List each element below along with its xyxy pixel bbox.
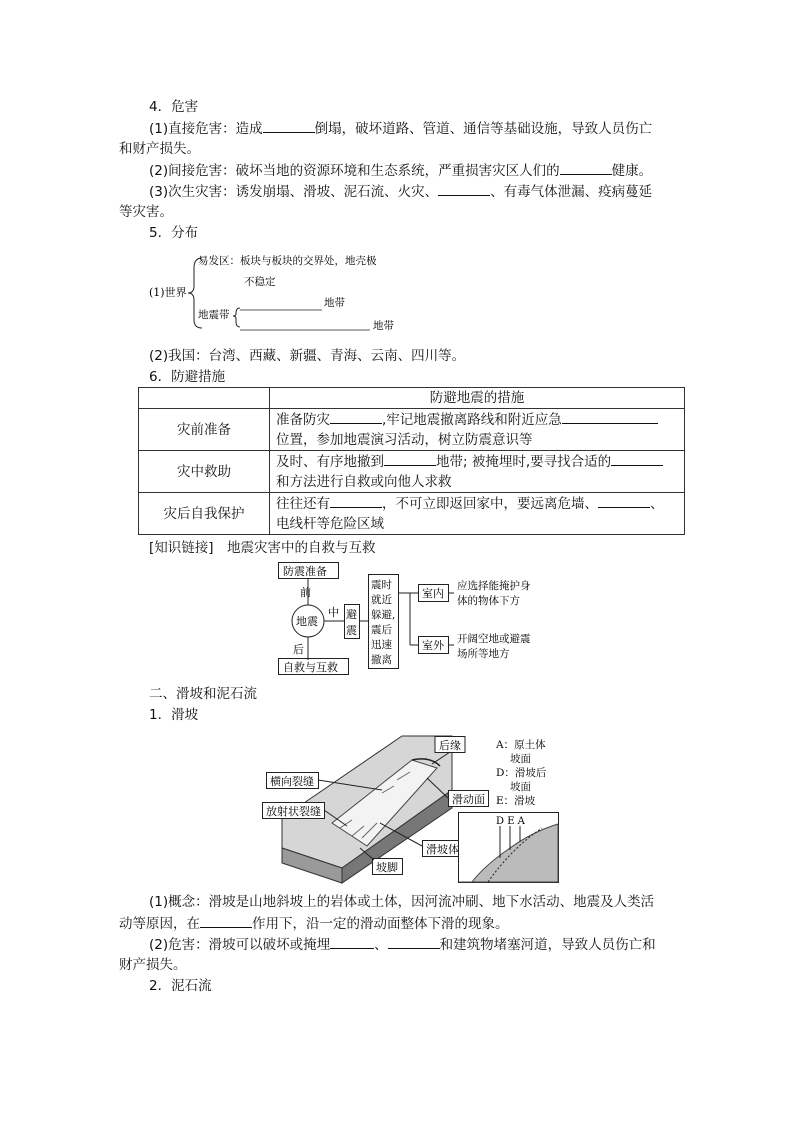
distribution-diagram (140, 248, 420, 338)
table-header-row (139, 388, 685, 409)
row-content (270, 451, 685, 493)
blank-field[interactable] (263, 118, 315, 133)
indoor-label: 室内 (422, 587, 444, 600)
blank-field[interactable] (384, 451, 436, 466)
area1b: 不稳定 (244, 276, 276, 288)
row-text: 位置，参加地震演习活动，树立防震意识等 (276, 432, 533, 448)
blank-field[interactable] (611, 451, 663, 466)
slide-surface-label: 滑动面 (452, 793, 485, 806)
belt-brace (233, 308, 240, 327)
earthquake-rescue-diagram (278, 560, 578, 678)
harm-text: 和建筑物堵塞河道，导致人员伤亡和 (439, 937, 656, 953)
selfhelp-label: 自救与互救 (283, 661, 338, 674)
outdoor-tip: 场所等地方 (457, 648, 510, 660)
row-text: 及时、有序地撤到 (276, 454, 384, 470)
legend-text: E：滑坡 (496, 795, 536, 807)
area1: 易发区：板块与板块的交界处，地壳极 (198, 255, 377, 267)
row-text: ,牢记地震撤离路线和附近应急 (382, 412, 562, 428)
avoid-char: 避 (346, 608, 357, 621)
harm-text: (2)危害：滑坡可以破坏或掩埋 (149, 937, 331, 953)
outdoor-tip: 开阔空地或避震 (457, 633, 531, 645)
indoor-tip: 应选择能掩护身 (457, 580, 531, 592)
table-row (139, 451, 685, 493)
harm-secondary-a: (3)次生灾害：诱发崩塌、滑坡、泥石流、火灾、 (149, 184, 439, 200)
section-5-title: 5．分布 (149, 225, 199, 241)
table-corner (139, 388, 270, 409)
legend-text: 坡面 (510, 781, 531, 793)
after-label: 后 (293, 643, 304, 656)
step-text: 震后 (371, 624, 392, 636)
row-text: 往往还有 (276, 496, 330, 512)
legend-text: D：滑坡后 (496, 767, 547, 779)
blank-field[interactable] (438, 181, 490, 196)
prep-label: 防震准备 (283, 565, 327, 578)
outdoor-label: 室外 (422, 639, 444, 652)
row-text: 、 (650, 496, 664, 512)
blank-field[interactable] (330, 409, 382, 424)
legend-text: A：原土体 (496, 739, 546, 751)
blank-field[interactable] (562, 409, 658, 424)
landslide-definition-2 (119, 913, 509, 934)
blank-field[interactable] (598, 493, 650, 508)
harm-indirect (149, 160, 652, 181)
harm-direct-a: (1)直接危害：造成 (149, 121, 263, 137)
landslide-harm-2: 财产损失。 (119, 957, 187, 973)
blank-field[interactable] (560, 160, 612, 175)
row-name: 灾中救助 (139, 451, 270, 493)
landslide-harm (149, 934, 656, 955)
china-distribution: (2)我国：台湾、西藏、新疆、青海、云南、四川等。 (149, 348, 466, 364)
harm-direct (149, 118, 652, 139)
row-text: ，不可立即返回家中，要远离危墙、 (382, 496, 598, 512)
harm-indirect-b: 健康。 (611, 163, 653, 179)
belt1-suffix: 地带 (324, 297, 345, 309)
indoor-tip: 体的物体下方 (457, 595, 520, 607)
row-text: 准备防灾 (276, 412, 330, 428)
definition-text: 作用下，沿一定的滑动面整体下滑的现象。 (252, 916, 509, 932)
blank-field[interactable] (200, 913, 252, 928)
row-content (270, 493, 685, 535)
belt-label: 地震带 (198, 309, 230, 321)
row-text: 电线杆等危险区域 (276, 516, 384, 532)
harm-direct-c: 和财产损失。 (119, 141, 200, 157)
before-label: 前 (300, 586, 311, 599)
slide-body-label: 滑坡体 (426, 843, 459, 856)
radial-crack-label: 放射状裂缝 (266, 805, 321, 818)
table-row (139, 493, 685, 535)
table-row (139, 409, 685, 451)
section-4-title: 4．危害 (149, 99, 199, 115)
section-letters: D E A (496, 816, 525, 827)
world-label: (1)世界 (149, 286, 187, 299)
row-text: 地带; 被掩埋时,要寻找合适的 (436, 454, 612, 470)
harm-secondary-c: 等灾害。 (119, 204, 173, 220)
step-text: 躲避, (371, 609, 396, 621)
section-2-title: 二、滑坡和泥石流 (149, 686, 257, 702)
table-header: 防避地震的措施 (270, 388, 685, 409)
row-text: 和方法进行自救或向他人求救 (276, 474, 452, 490)
harm-text: 、 (374, 937, 388, 953)
step-text: 就近 (371, 594, 392, 606)
blank-field[interactable] (330, 493, 382, 508)
step-text: 撤离 (371, 654, 392, 666)
center-label: 地震 (296, 615, 318, 628)
transverse-crack-label: 横向裂缝 (270, 775, 314, 788)
row-name: 灾后自我保护 (139, 493, 270, 535)
blank-field[interactable] (330, 934, 374, 949)
rear-edge-label: 后缘 (439, 739, 461, 752)
step-text: 震时 (371, 579, 392, 591)
belt2-suffix: 地带 (373, 320, 394, 332)
row-name: 灾前准备 (139, 409, 270, 451)
harm-secondary-b: 、有毒气体泄漏、疫病蔓延 (490, 184, 653, 200)
harm-indirect-a: (2)间接危害：破坏当地的资源环境和生态系统，严重损害灾区人们的 (149, 163, 560, 179)
legend-text: 坡面 (510, 753, 531, 765)
knowledge-link-title: [知识链接] 地震灾害中的自救与互救 (149, 540, 376, 556)
section-6-title: 6．防避措施 (149, 369, 226, 385)
debris-flow-title: 2．泥石流 (149, 978, 212, 994)
during-label: 中 (328, 606, 339, 619)
landslide-definition: (1)概念：滑坡是山地斜坡上的岩体或土体，因河流冲刷、地下水活动、地震及人类活 (149, 894, 655, 910)
landslide-title: 1．滑坡 (149, 707, 199, 723)
row-content (270, 409, 685, 451)
harm-secondary (149, 181, 652, 202)
harm-direct-b: 倒塌，破坏道路、管道、通信等基础设施，导致人员伤亡 (314, 121, 653, 137)
landslide-figure (262, 728, 572, 886)
avoid-char: 震 (346, 624, 357, 637)
step-text: 迅速 (371, 639, 392, 651)
definition-text: 动等原因，在 (119, 916, 200, 932)
blank-field[interactable] (388, 934, 440, 949)
measures-table (138, 387, 685, 535)
toe-label: 坡脚 (376, 861, 398, 874)
